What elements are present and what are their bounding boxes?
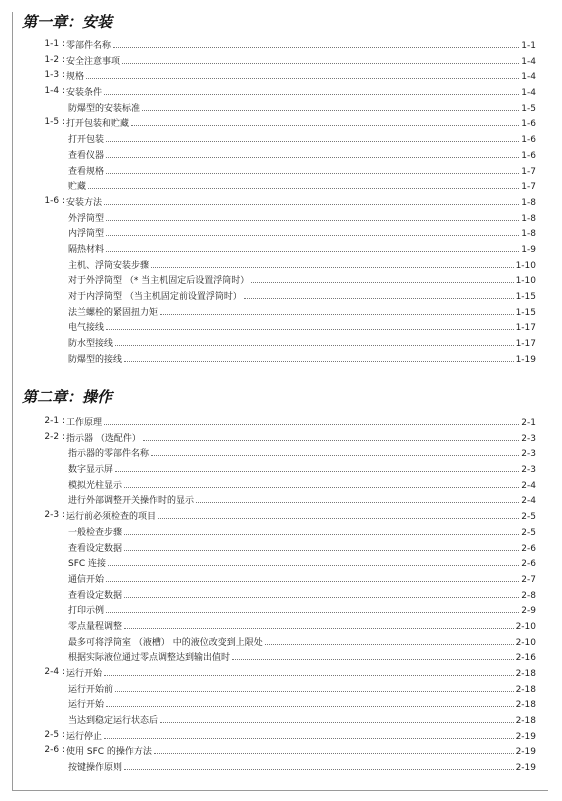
toc-entry-title: 按键操作原则: [68, 763, 123, 774]
toc-entry-page: 2-3: [521, 433, 536, 444]
toc-entry-number: 1-4 :: [44, 86, 65, 97]
toc-entry-page: 2-3: [521, 449, 536, 460]
toc-entry-page: 2-16: [515, 653, 536, 664]
toc-entry-title: 运行开始前: [68, 684, 114, 695]
toc-entry[interactable]: [0, 524, 562, 540]
toc-entry-page: 2-6: [521, 543, 536, 554]
toc-entry[interactable]: [0, 492, 562, 508]
toc-entry-title: 规格: [66, 72, 85, 83]
toc-entry-title: 安装条件: [66, 88, 103, 99]
toc-entry-number: 1-6 :: [44, 195, 65, 206]
chapter-2-toc: [0, 414, 562, 775]
toc-entry[interactable]: [0, 712, 562, 728]
toc-entry[interactable]: [0, 163, 562, 179]
toc-entry[interactable]: [0, 37, 562, 53]
toc-entry[interactable]: [0, 555, 562, 571]
toc-entry-page: 1-6: [521, 119, 536, 130]
toc-entry-page: 1-17: [515, 323, 536, 334]
toc-entry-line: [68, 759, 536, 777]
toc-entry-page: 1-17: [515, 339, 536, 350]
toc-dot-leader: [124, 351, 514, 362]
toc-dot-leader: [196, 492, 519, 503]
toc-entry-number: 2-3 :: [44, 510, 65, 521]
chapter-2-title: 第二章：操作: [22, 388, 113, 406]
toc-dot-leader: [154, 743, 514, 754]
toc-entry-page: 2-9: [521, 606, 536, 617]
toc-entry[interactable]: [0, 461, 562, 477]
toc-entry-page: 2-19: [515, 763, 536, 774]
toc-entry[interactable]: [0, 618, 562, 634]
toc-entry[interactable]: [0, 335, 562, 351]
toc-entry[interactable]: [0, 115, 562, 131]
toc-entry-title: 一般检查步骤: [68, 527, 123, 538]
toc-dot-leader: [86, 68, 519, 79]
toc-entry[interactable]: [0, 257, 562, 273]
toc-entry-number: 1-1 :: [44, 39, 65, 49]
toc-entry-title: 最多可将浮筒室 （液槽） 中的液位改变到上限处: [68, 637, 263, 648]
chapter-1-toc: [0, 37, 562, 366]
toc-entry-page: 1-9: [521, 244, 536, 255]
toc-entry-page: 2-4: [521, 496, 536, 507]
toc-dot-leader: [106, 225, 519, 236]
toc-entry[interactable]: [0, 696, 562, 712]
toc-entry-title: 查看设定数据: [68, 590, 123, 601]
toc-entry-page: 2-18: [515, 669, 536, 679]
toc-entry-number: 2-6 :: [44, 745, 65, 756]
toc-entry-page: 1-7: [521, 166, 536, 177]
toc-entry[interactable]: [0, 304, 562, 320]
toc-entry-title: 进行外部调整开关操作时的显示: [68, 496, 195, 507]
toc-entry[interactable]: [0, 634, 562, 650]
toc-dot-leader: [131, 115, 519, 126]
toc-entry-page: 1-10: [515, 276, 536, 287]
toc-entry-title: 打印示例: [68, 606, 105, 617]
toc-entry-title: 运行开始: [66, 669, 103, 679]
toc-dot-leader: [106, 319, 514, 330]
toc-entry-title: 根据实际液位通过零点调整达到输出值时: [68, 653, 231, 664]
toc-entry[interactable]: [0, 131, 562, 147]
toc-entry-page: 1-8: [521, 197, 536, 208]
toc-entry[interactable]: [0, 178, 562, 194]
toc-entry[interactable]: [0, 445, 562, 461]
toc-entry-title: 零点量程调整: [68, 621, 123, 632]
toc-entry-title: 主机、浮筒安装步骤: [68, 260, 150, 271]
toc-entry-title: 运行停止: [66, 731, 103, 742]
toc-entry-number: 1-5 :: [44, 117, 65, 128]
toc-entry-number: 2-1 :: [44, 416, 65, 426]
toc-entry-title: 通信开始: [68, 574, 105, 585]
toc-entry[interactable]: [0, 53, 562, 69]
toc-dot-leader: [108, 555, 519, 566]
toc-entry-page: 2-6: [521, 559, 536, 570]
page-bottom-border: [12, 790, 548, 791]
toc-dot-leader: [106, 163, 519, 174]
toc-entry[interactable]: [0, 147, 562, 163]
toc-entry[interactable]: [0, 210, 562, 226]
toc-entry[interactable]: [0, 68, 562, 84]
toc-entry-title: 打开包装和贮藏: [66, 119, 130, 130]
toc-entry-title: 数字显示屏: [68, 465, 114, 476]
toc-entry[interactable]: [0, 430, 562, 446]
toc-entry[interactable]: [0, 508, 562, 524]
toc-entry-title: 使用 SFC 的操作方法: [66, 747, 152, 758]
toc-entry-page: 1-4: [521, 88, 536, 99]
toc-dot-leader: [88, 178, 519, 189]
toc-entry-page: 1-19: [515, 354, 536, 365]
toc-dot-leader: [244, 288, 514, 299]
toc-entry-title: 查看仪器: [68, 150, 105, 161]
toc-dot-leader: [104, 414, 519, 425]
toc-entry-page: 2-5: [521, 527, 536, 538]
toc-entry-number: 2-2 :: [44, 431, 65, 442]
toc-entry-page: 2-7: [521, 574, 536, 585]
toc-entry[interactable]: [0, 241, 562, 257]
chapter-1-title: 第一章：安装: [22, 13, 113, 31]
toc-entry-page: 1-1: [521, 41, 536, 51]
toc-dot-leader: [113, 37, 519, 48]
toc-entry-page: 1-15: [515, 307, 536, 318]
toc-entry-page: 2-18: [515, 684, 536, 695]
toc-entry-page: 2-10: [515, 637, 536, 648]
toc-entry-title: 零部件名称: [66, 41, 112, 51]
toc-entry[interactable]: [0, 681, 562, 697]
toc-entry-title: 对于内浮筒型 （当主机固定前设置浮筒时）: [68, 292, 242, 302]
toc-entry-title: 查看设定数据: [68, 543, 123, 554]
toc-entry-title: SFC 连接: [68, 559, 107, 570]
toc-entry-title: 内浮筒型: [68, 229, 105, 240]
toc-dot-leader: [151, 257, 514, 268]
toc-entry-title: 对于外浮筒型 （* 当主机固定后设置浮筒时）: [68, 276, 250, 287]
toc-entry[interactable]: [0, 84, 562, 100]
toc-entry-title: 防水型接线: [68, 339, 114, 350]
toc-dot-leader: [158, 508, 519, 519]
toc-entry[interactable]: [0, 477, 562, 493]
toc-dot-leader: [160, 712, 514, 723]
toc-entry-page: 1-6: [521, 135, 536, 146]
toc-entry[interactable]: [0, 571, 562, 587]
toc-dot-leader: [143, 430, 519, 441]
toc-entry-title: 模拟光柱显示: [68, 480, 123, 491]
toc-entry-number: 1-3 :: [44, 70, 65, 81]
toc-entry-title: 电气接线: [68, 323, 105, 334]
toc-dot-leader: [232, 649, 514, 660]
toc-dot-leader: [115, 461, 519, 472]
toc-entry-title: 安全注意事项: [66, 56, 121, 67]
toc-dot-leader: [104, 665, 514, 676]
toc-entry-page: 2-3: [521, 465, 536, 476]
toc-entry-page: 2-8: [521, 590, 536, 601]
toc-entry-title: 贮藏: [68, 182, 87, 193]
toc-entry-page: 2-19: [515, 747, 536, 758]
toc-entry-line: [68, 351, 536, 369]
toc-entry-title: 当达到稳定运行状态后: [68, 716, 159, 727]
toc-entry[interactable]: [0, 288, 562, 304]
toc-dot-leader: [151, 445, 519, 456]
toc-entry[interactable]: [0, 649, 562, 665]
toc-dot-leader: [106, 571, 519, 582]
toc-dot-leader: [142, 100, 519, 111]
toc-dot-leader: [104, 194, 519, 205]
toc-entry-number: 2-4 :: [44, 667, 65, 677]
toc-entry-page: 1-5: [521, 103, 536, 114]
toc-dot-leader: [115, 681, 514, 692]
toc-entry[interactable]: [0, 728, 562, 744]
toc-entry[interactable]: [0, 540, 562, 556]
toc-entry-page: 1-6: [521, 150, 536, 161]
toc-entry-title: 防爆型的安装标准: [68, 103, 141, 114]
toc-dot-leader: [104, 728, 514, 739]
toc-dot-leader: [115, 335, 514, 346]
toc-entry-number: 1-2 :: [44, 54, 65, 65]
toc-entry-page: 1-8: [521, 229, 536, 240]
toc-entry[interactable]: [0, 743, 562, 759]
toc-entry[interactable]: [0, 759, 562, 775]
toc-entry[interactable]: [0, 587, 562, 603]
toc-dot-leader: [106, 131, 519, 142]
toc-dot-leader: [160, 304, 514, 315]
toc-entry-title: 安装方法: [66, 197, 103, 208]
toc-entry-title: 隔热材料: [68, 244, 105, 255]
toc-entry-page: 1-4: [521, 72, 536, 83]
toc-entry[interactable]: [0, 351, 562, 367]
toc-dot-leader: [122, 53, 519, 64]
toc-dot-leader: [124, 477, 519, 488]
toc-entry-title: 运行开始: [68, 700, 105, 711]
toc-dot-leader: [124, 540, 519, 551]
toc-entry-title: 查看规格: [68, 166, 105, 177]
toc-dot-leader: [106, 602, 519, 613]
toc-entry-page: 2-18: [515, 716, 536, 727]
toc-entry-page: 1-10: [515, 260, 536, 271]
toc-entry[interactable]: [0, 602, 562, 618]
toc-entry[interactable]: [0, 665, 562, 681]
toc-entry-page: 2-5: [521, 512, 536, 523]
toc-entry-title: 外浮筒型: [68, 213, 105, 224]
toc-entry-number: 2-5 :: [44, 729, 65, 740]
toc-entry-page: 1-7: [521, 182, 536, 193]
toc-entry-title: 防爆型的接线: [68, 354, 123, 365]
toc-dot-leader: [106, 241, 519, 252]
toc-dot-leader: [124, 587, 519, 598]
toc-entry-page: 2-18: [515, 700, 536, 711]
toc-dot-leader: [104, 84, 519, 95]
toc-entry-title: 打开包装: [68, 135, 105, 146]
toc-entry-title: 运行前必须检查的项目: [66, 512, 157, 523]
toc-entry-page: 2-1: [521, 418, 536, 428]
toc-entry-page: 1-4: [521, 56, 536, 67]
toc-entry-page: 1-15: [515, 292, 536, 302]
toc-dot-leader: [106, 147, 519, 158]
toc-entry-page: 2-4: [521, 480, 536, 491]
toc-dot-leader: [265, 634, 514, 645]
toc-entry[interactable]: [0, 414, 562, 430]
toc-entry-title: 指示器 （选配件）: [66, 433, 141, 444]
toc-entry[interactable]: [0, 194, 562, 210]
toc-entry[interactable]: [0, 100, 562, 116]
toc-entry[interactable]: [0, 272, 562, 288]
toc-dot-leader: [106, 210, 519, 221]
toc-entry-page: 1-8: [521, 213, 536, 224]
toc-entry-title: 指示器的零部件名称: [68, 449, 150, 460]
toc-dot-leader: [106, 696, 514, 707]
toc-entry[interactable]: [0, 225, 562, 241]
toc-entry-page: 2-19: [515, 731, 536, 742]
toc-entry-title: 法兰螺栓的紧固扭力矩: [68, 307, 159, 318]
toc-entry[interactable]: [0, 319, 562, 335]
toc-dot-leader: [124, 524, 519, 535]
toc-dot-leader: [124, 618, 514, 629]
toc-entry-title: 工作原理: [66, 418, 103, 428]
toc-dot-leader: [251, 272, 513, 283]
toc-dot-leader: [124, 759, 514, 770]
toc-entry-page: 2-10: [515, 621, 536, 632]
